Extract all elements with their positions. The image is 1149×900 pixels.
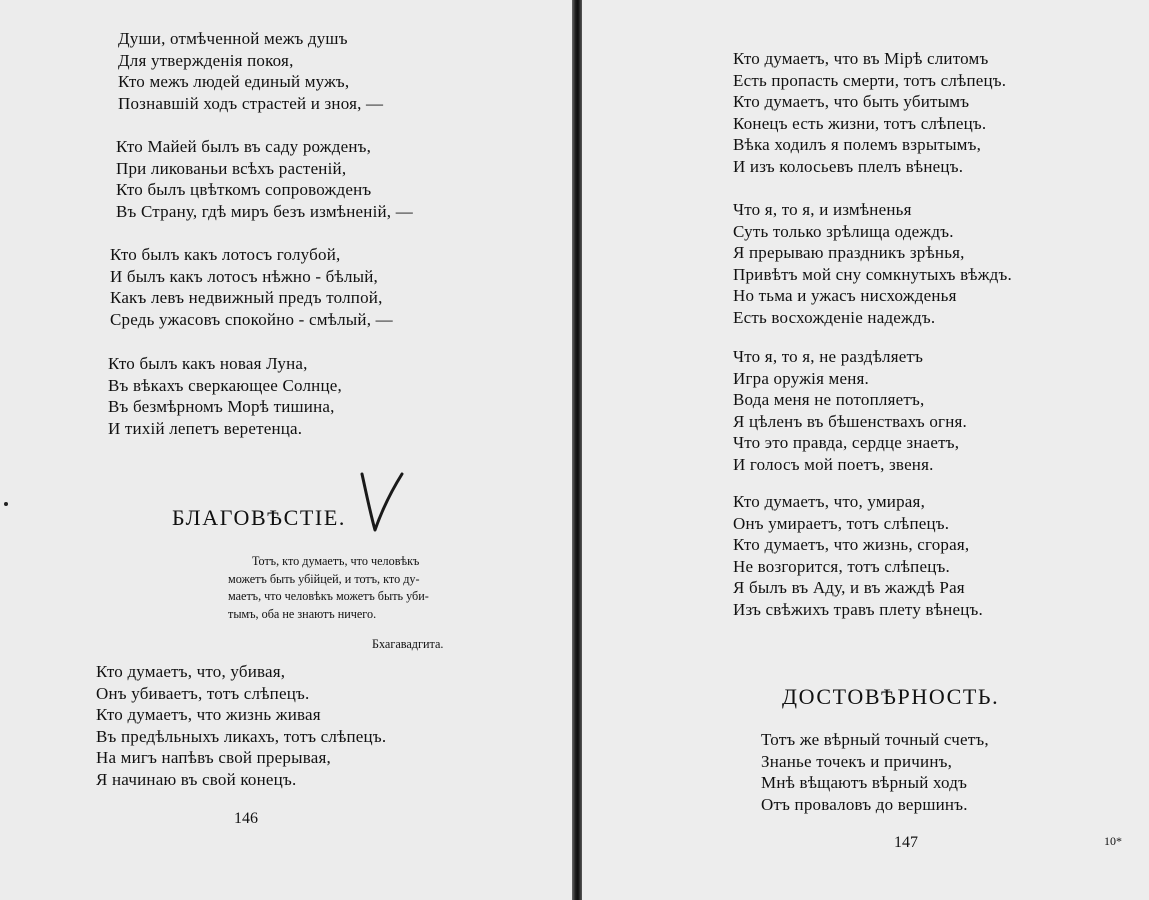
left-stanza-1 [118, 28, 383, 114]
verse-line: И изъ колосьевъ плелъ вѣнецъ. [733, 156, 964, 176]
right-stanza-3 [733, 346, 967, 476]
verse-line: Кто думаетъ, что, умирая, [733, 492, 926, 511]
right-poem-body [761, 729, 989, 815]
verse-line: Я былъ въ Аду, и въ жаждѣ Рая [733, 578, 965, 598]
epigraph-line: можетъ быть убійцей, и тотъ, кто ду- [228, 571, 420, 586]
verse-line: Я прерываю праздникъ зрѣнья, [733, 243, 965, 263]
right-page [582, 0, 1149, 900]
margin-dot [4, 502, 8, 506]
verse-line: Для утвержденія покоя, [118, 50, 294, 70]
verse-line: Вѣка ходилъ я полемъ взрытымъ, [733, 135, 982, 155]
verse-line: Въ безмѣрномъ Морѣ тишина, [108, 397, 335, 417]
epigraph-line: маетъ, что человѣкъ можетъ быть уби- [228, 589, 429, 603]
verse-line: Въ предѣльныхъ ликахъ, тотъ слѣпецъ. [96, 726, 387, 746]
page-number: 146 [234, 810, 258, 827]
verse-line: Кто думаетъ, что жизнь, сгорая, [733, 535, 970, 555]
verse-line: Познавшій ходъ страстей и зноя, — [118, 93, 384, 113]
verse-line: Средь ужасовъ спокойно - смѣлый, — [110, 309, 393, 329]
verse-line: Что я, то я, не раздѣляетъ [733, 347, 924, 366]
verse-line: Суть только зрѣлища одеждъ. [733, 221, 954, 241]
epigraph-source: Бхагавадгита. [372, 637, 444, 651]
verse-line: Привѣтъ мой сну сомкнутыхъ вѣждъ. [733, 264, 1012, 284]
verse-line: Онъ умираетъ, тотъ слѣпецъ. [733, 513, 950, 533]
verse-line: Отъ проваловъ до вершинъ. [761, 794, 968, 814]
verse-line: Есть пропасть смерти, тотъ слѣпецъ. [733, 70, 1007, 90]
verse-line: Кто думаетъ, что быть убитымъ [733, 92, 970, 112]
verse-line: Онъ убиваетъ, тотъ слѣпецъ. [96, 683, 310, 703]
epigraph [228, 553, 496, 623]
verse-line: Кто былъ какъ новая Луна, [108, 354, 308, 373]
right-stanza-2 [733, 199, 1012, 329]
left-page [0, 0, 572, 900]
verse-line: И былъ какъ лотосъ нѣжно - бѣлый, [110, 266, 379, 286]
verse-line: Я начинаю въ свой конецъ. [96, 769, 297, 789]
right-stanza-1 [733, 48, 1006, 178]
handwritten-check-mark [356, 468, 408, 536]
verse-line: И голосъ мой поетъ, звеня. [733, 454, 934, 474]
epigraph-line: тымъ, оба не знаютъ ничего. [228, 606, 377, 621]
verse-line: Не возгорится, тотъ слѣпецъ. [733, 556, 950, 576]
verse-line: Изъ свѣжихъ травъ плету вѣнецъ. [733, 599, 983, 619]
right-stanza-4 [733, 491, 983, 621]
page-number: 147 [894, 834, 918, 851]
verse-line: Знанье точекъ и причинъ, [761, 751, 953, 771]
verse-line: Души, отмѣченной межъ душъ [118, 29, 348, 48]
verse-line: Тотъ же вѣрный точный счетъ, [761, 730, 989, 749]
verse-line: Конецъ есть жизни, тотъ слѣпецъ. [733, 113, 987, 133]
verse-line: Въ вѣкахъ сверкающее Солнце, [108, 375, 342, 395]
verse-line: Я цѣленъ въ бѣшенствахъ огня. [733, 411, 967, 431]
verse-line: Кто думаетъ, что жизнь живая [96, 705, 321, 725]
verse-line: Въ Страну, гдѣ миръ безъ измѣненій, — [116, 201, 413, 221]
poem-title: БЛАГОВѢСТІЕ. [172, 505, 346, 530]
verse-line: И тихій лепетъ веретенца. [108, 418, 303, 438]
poem-title: ДОСТОВѢРНОСТЬ. [782, 684, 1000, 709]
verse-line: При ликованьи всѣхъ растеній, [116, 158, 347, 178]
verse-line: Вода меня не потопляетъ, [733, 390, 925, 410]
epigraph-line: Тотъ, кто думаетъ, что человѣкъ [252, 554, 420, 568]
verse-line: На мигъ напѣвъ свой прерывая, [96, 748, 331, 768]
verse-line: Есть восхожденіе надеждъ. [733, 307, 936, 327]
verse-line: Мнѣ вѣщаютъ вѣрный ходъ [761, 773, 968, 793]
verse-line: Что я, то я, и измѣненья [733, 200, 912, 219]
verse-line: Игра оружія меня. [733, 368, 870, 388]
verse-line: Кто межъ людей единый мужъ, [118, 72, 350, 92]
verse-line: Кто думаетъ, что, убивая, [96, 662, 286, 681]
verse-line: Кто Майей былъ въ саду рожденъ, [116, 137, 372, 156]
verse-line: Но тьма и ужасъ нисхожденья [733, 286, 957, 306]
verse-line: Какъ левъ недвижный предъ толпой, [110, 288, 383, 308]
left-stanza-4 [108, 353, 342, 439]
verse-line: Кто думаетъ, что въ Мірѣ слитомъ [733, 49, 989, 68]
verse-line: Кто былъ цвѣткомъ сопровожденъ [116, 180, 372, 200]
verse-line: Кто былъ какъ лотосъ голубой, [110, 245, 341, 264]
sheet-mark: 10* [1104, 834, 1122, 848]
left-poem-body [96, 661, 386, 791]
left-stanza-2 [116, 136, 413, 222]
book-gutter [572, 0, 582, 900]
verse-line: Что это правда, сердце знаетъ, [733, 433, 960, 453]
left-stanza-3 [110, 244, 393, 330]
